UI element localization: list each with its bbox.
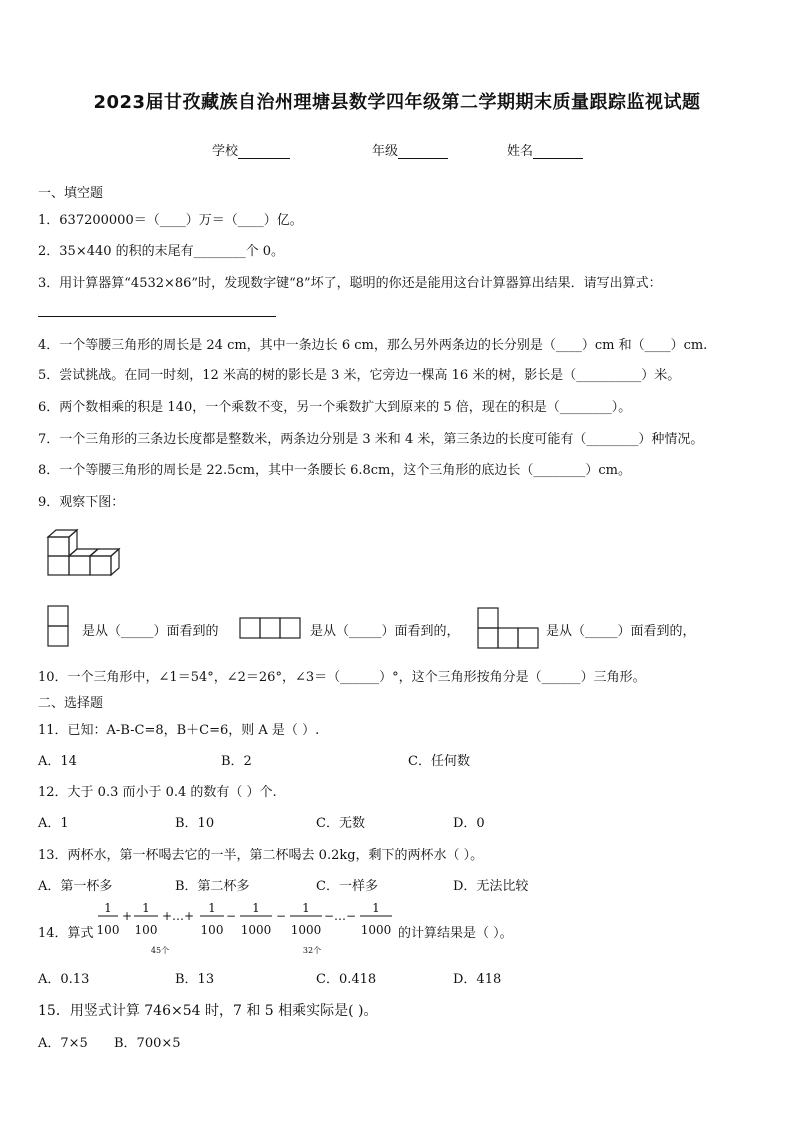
question-8: 8．一个等腰三角形的周长是 22.5cm，其中一条腰长 6.8cm，这个三角形的底边长（________）cm。 — [38, 463, 631, 478]
q14-numerator-1: 1 — [104, 901, 112, 915]
question-11: 11．已知：A-B-C=8，B＋C=6，则 A 是（ ）. — [38, 723, 320, 738]
q13-option-c[interactable]: C．一样多 — [316, 879, 378, 894]
answer-line-q3[interactable] — [38, 316, 276, 317]
q14-denominator-1: 100 — [96, 923, 120, 937]
question-12: 12．大于 0.3 而小于 0.4 的数有（ ）个. — [38, 785, 277, 800]
svg-text:+…+: +…+ — [161, 909, 195, 923]
section-fill-blank: 一、填空题 — [38, 186, 104, 201]
q14-denominator-2: 100 — [134, 923, 158, 937]
svg-text:−…−: −…− — [323, 909, 357, 923]
view-figure-2 — [238, 616, 302, 640]
q14-count-label-1: 45个 — [150, 946, 170, 955]
view-figure-1 — [46, 604, 70, 648]
q14-denominator-5: 1000 — [290, 923, 322, 937]
q11-option-a[interactable]: A．14 — [38, 754, 77, 769]
q13-option-a[interactable]: A．第一杯多 — [38, 879, 113, 894]
q13-option-b[interactable]: B．第二杯多 — [175, 879, 250, 894]
question-15: 15．用竖式计算 746×54 时，7 和 5 相乘实际是( )。 — [38, 1003, 378, 1019]
school-blank[interactable] — [238, 144, 290, 159]
q14-numerator-5: 1 — [302, 901, 310, 915]
question-13: 13．两杯水，第一杯喝去它的一半，第二杯喝去 0.2kg，剩下的两杯水（ ）。 — [38, 848, 484, 863]
question-3: 3．用计算器算“4532×86”时，发现数字键“8”坏了，聪明的你还是能用这台计算器算出结果．请写出算式： — [38, 276, 662, 291]
q14-count-label-2: 32个 — [302, 946, 322, 955]
grade-label: 年级 — [372, 144, 399, 159]
question-4: 4．一个等腰三角形的周长是 24 cm，其中一条边长 6 cm，那么另外两条边的长分别是（____）cm 和（____）cm. — [38, 338, 708, 353]
q11-option-b[interactable]: B．2 — [221, 754, 252, 769]
view-figure-3 — [476, 606, 540, 650]
q14-option-a[interactable]: A．0.13 — [38, 972, 90, 987]
q14-numerator-2: 1 — [142, 901, 150, 915]
q14-denominator-3: 100 — [200, 923, 224, 937]
q14-expression — [94, 898, 396, 956]
grade-field — [372, 140, 448, 159]
question-10: 10．一个三角形中，∠1＝54°，∠2＝26°，∠3＝（______）°，这个三角形按角分是（______）三角形。 — [38, 670, 646, 685]
q14-option-c[interactable]: C．0.418 — [316, 972, 377, 987]
q12-option-b[interactable]: B．10 — [175, 816, 215, 831]
question-7: 7．一个三角形的三条边长度都是整数米，两条边分别是 3 米和 4 米，第三条边的长度可能有（________）种情况。 — [38, 432, 704, 447]
q12-option-c[interactable]: C．无数 — [316, 816, 365, 831]
question-14-prefix: 14．算式 — [38, 926, 94, 941]
q14-denominator-4: 1000 — [240, 923, 272, 937]
q14-numerator-6: 1 — [372, 901, 380, 915]
question-5: 5．尝试挑战。在同一时刻，12 米高的树的影长是 3 米，它旁边一棵高 16 米的树，影长是（__________）米。 — [38, 368, 681, 383]
grade-blank[interactable] — [398, 144, 448, 159]
q12-option-a[interactable]: A．1 — [38, 816, 69, 831]
page-title: 2023届甘孜藏族自治州理塘县数学四年级第二学期期末质量跟踪监视试题 — [93, 92, 701, 113]
name-field — [507, 140, 583, 159]
q14-numerator-3: 1 — [208, 901, 216, 915]
svg-text:−: − — [225, 909, 237, 923]
svg-text:+: + — [121, 909, 133, 923]
question-14-suffix: 的计算结果是（ ）。 — [398, 926, 513, 941]
view-1-caption: 是从（_____）面看到的 — [82, 624, 219, 639]
question-9: 9．观察下图： — [38, 495, 125, 510]
view-3-caption: 是从（_____）面看到的， — [546, 624, 696, 639]
question-2: 2．35×440 的积的末尾有________个 0。 — [38, 244, 285, 259]
name-label: 姓名 — [507, 144, 534, 159]
q14-numerator-4: 1 — [252, 901, 260, 915]
q13-option-d[interactable]: D．无法比较 — [453, 879, 529, 894]
q14-denominator-6: 1000 — [360, 923, 392, 937]
q15-option-b[interactable]: B．700×5 — [114, 1036, 181, 1051]
school-field — [212, 140, 290, 159]
cube-stack-figure — [44, 526, 126, 578]
school-label: 学校 — [212, 144, 239, 159]
q12-option-d[interactable]: D．0 — [453, 816, 485, 831]
q14-option-b[interactable]: B．13 — [175, 972, 215, 987]
q14-option-d[interactable]: D．418 — [453, 972, 502, 987]
name-blank[interactable] — [533, 144, 583, 159]
svg-text:−: − — [275, 909, 287, 923]
section-choice: 二、选择题 — [38, 696, 104, 711]
view-2-caption: 是从（_____）面看到的， — [310, 624, 460, 639]
q15-option-a[interactable]: A．7×5 — [38, 1036, 88, 1051]
question-1: 1．637200000＝（____）万＝（____）亿。 — [38, 213, 303, 228]
q11-option-c[interactable]: C．任何数 — [408, 754, 470, 769]
question-6: 6．两个数相乘的积是 140，一个乘数不变，另一个乘数扩大到原来的 5 倍，现在的积是（________）。 — [38, 400, 632, 415]
